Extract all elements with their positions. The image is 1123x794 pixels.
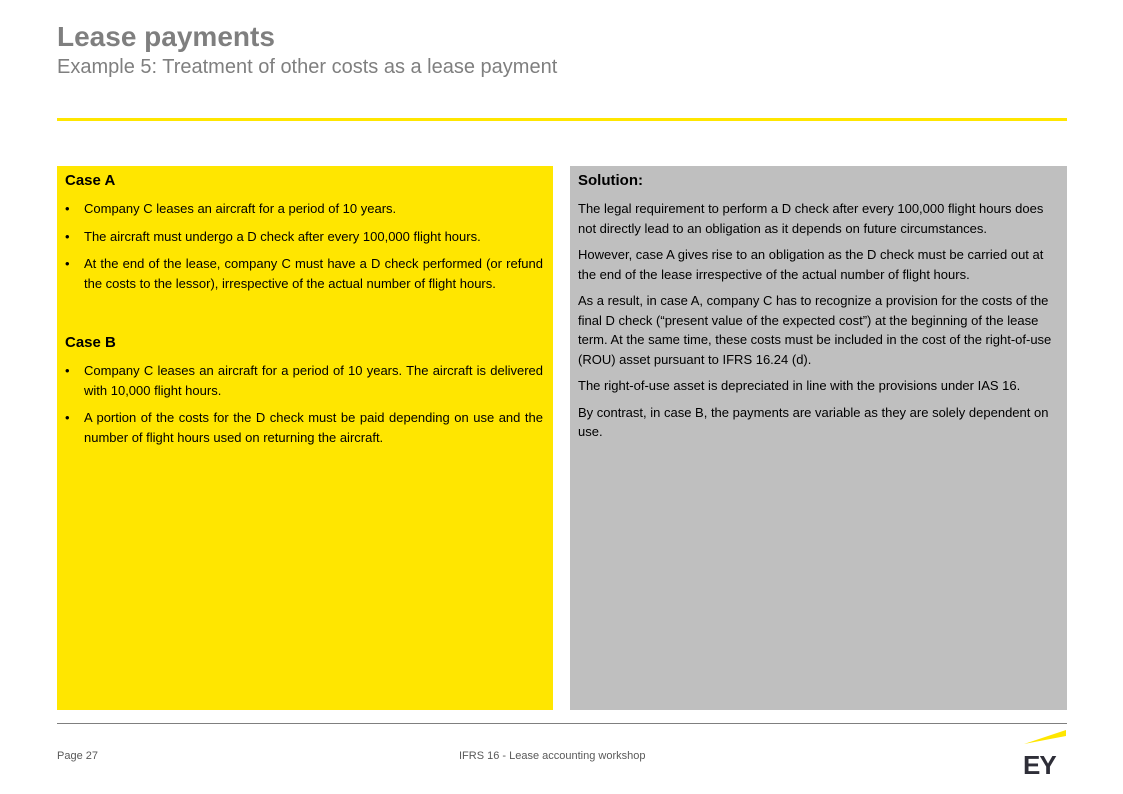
case-b-bullet-item <box>65 408 543 447</box>
solution-panel <box>570 166 1067 710</box>
page-subtitle: Example 5: Treatment of other costs as a lease payment <box>57 56 558 78</box>
solution-paragraph: The legal requirement to perform a D check after every 100,000 flight hours does not directly lead to an obligation as it depends on future circumstances. <box>578 201 1044 236</box>
solution-heading: Solution: <box>578 172 643 189</box>
solution-paragraph: The right-of-use asset is depreciated in line with the provisions under IAS 16. <box>578 378 1021 393</box>
solution-paragraph: By contrast, in case B, the payments are variable as they are solely dependent on use. <box>578 404 1049 439</box>
bullet-icon: • <box>65 410 70 425</box>
solution-paragraph: However, case A gives rise to an obligation as the D check must be carried out at the end of the lease irrespective of the actual number of flight hours. <box>578 247 1044 282</box>
page-title: Lease payments <box>57 21 275 52</box>
solution-paragraph: As a result, in case A, company C has to recognize a provision for the costs of the final D check (“present value of the expected cost”) at the beginning of the lease term. At the same time, these costs must be included in the cost of the right-of-use (ROU) asset pursuant to IFRS 16.24 (d). <box>578 293 1052 367</box>
footer-title: IFRS 16 - Lease accounting workshop <box>459 750 646 762</box>
case-a-bullet-text: The aircraft must undergo a D check after every 100,000 flight hours. <box>84 228 481 244</box>
bullet-icon: • <box>65 363 70 378</box>
case-a-bullet-item <box>65 227 543 247</box>
case-b-bullet-text: A portion of the costs for the D check must be paid depending on use and the number of flight hours used on returning the aircraft. <box>84 410 543 445</box>
page-number: Page 27 <box>57 750 98 762</box>
case-b-heading: Case B <box>65 334 116 351</box>
bullet-icon: • <box>65 228 70 244</box>
case-b-list <box>65 361 543 447</box>
bullet-icon: • <box>65 256 70 271</box>
case-a-heading: Case A <box>65 172 116 189</box>
title-divider <box>57 118 1067 121</box>
case-a-bullet-text: At the end of the lease, company C must have a D check performed (or refund the costs to the lessor), irrespective of the actual number of flight hours. <box>84 256 543 291</box>
case-b-bullet-text: Company C leases an aircraft for a period of 10 years. The aircraft is delivered with 10,000 flight hours. <box>84 363 543 398</box>
case-b-bullet-item <box>65 361 543 400</box>
case-a-list <box>65 199 543 293</box>
logo-text: EY <box>1023 750 1056 776</box>
case-a-bullet-text: Company C leases an aircraft for a period of 10 years. <box>84 201 397 216</box>
ey-logo-icon <box>1022 730 1068 776</box>
footer-divider <box>57 723 1067 724</box>
case-a-bullet-item <box>65 199 543 219</box>
cases-panel <box>57 166 553 710</box>
logo-beam <box>1024 730 1066 744</box>
case-a-bullet-item <box>65 254 543 293</box>
bullet-icon: • <box>65 201 70 216</box>
